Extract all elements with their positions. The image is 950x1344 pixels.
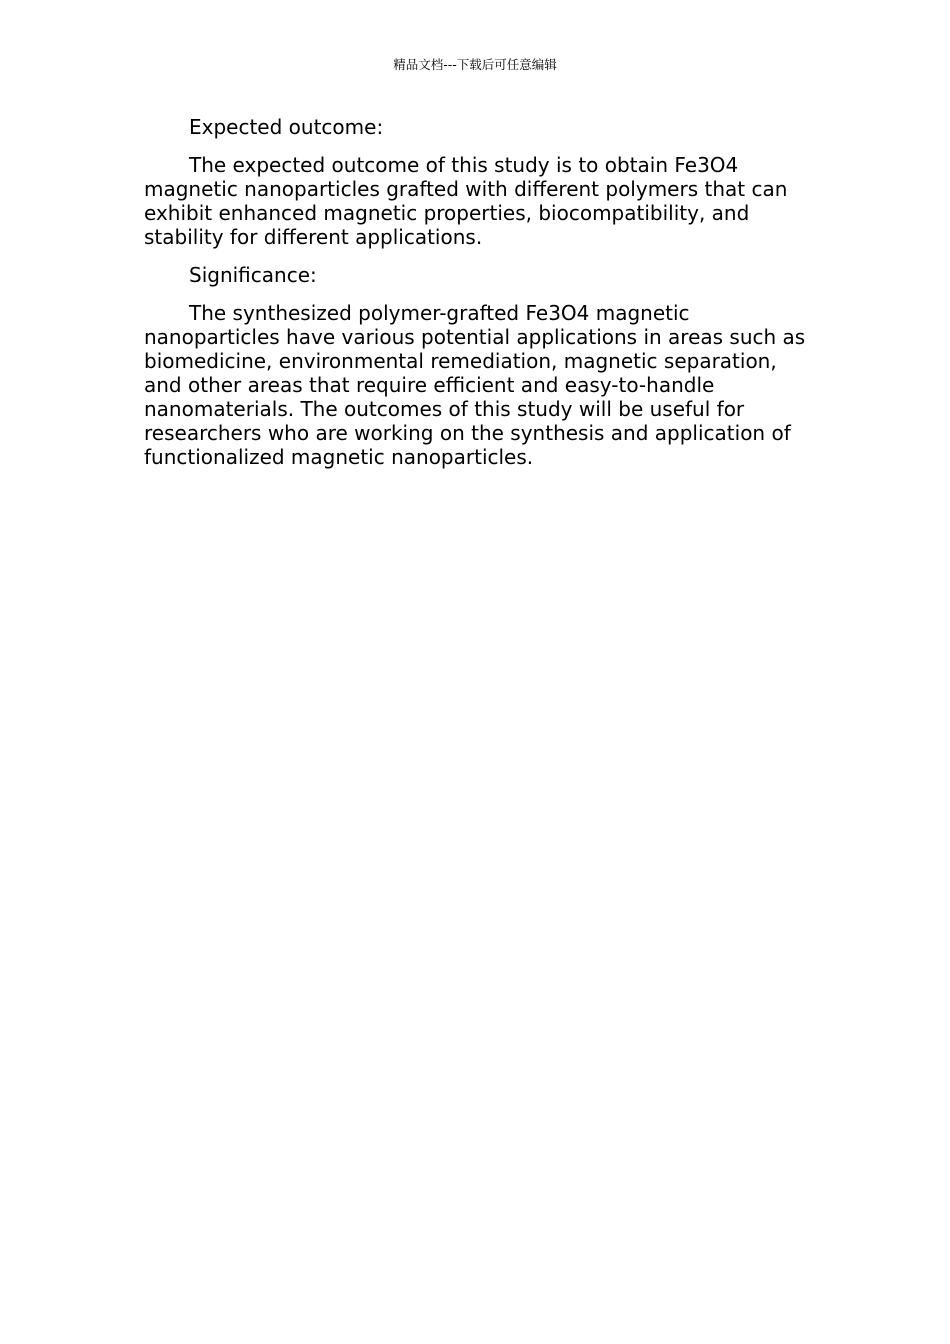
page-header: 精品文档---下载后可任意编辑 [393, 57, 557, 72]
paragraph-expected-outcome: The expected outcome of this study is to obtain Fe3O4 magnetic nanoparticles grafted with different polymers that can exhibit enhanced magnetic properties, biocompatibility, and stability for different applications. [144, 153, 788, 249]
section-heading-expected-outcome: Expected outcome: [189, 115, 384, 139]
paragraph-significance: The synthesized polymer-grafted Fe3O4 magnetic nanoparticles have various potential applications in areas such as biomedicine, environmental remediation, magnetic separation, and other areas that require efficient and easy-to-handle nanomaterials. The outcomes of this study will be useful for researchers who are working on the synthesis and application of functionalized magnetic nanoparticles. [144, 301, 806, 469]
section-heading-significance: Significance: [189, 263, 317, 287]
document-body [144, 115, 809, 483]
